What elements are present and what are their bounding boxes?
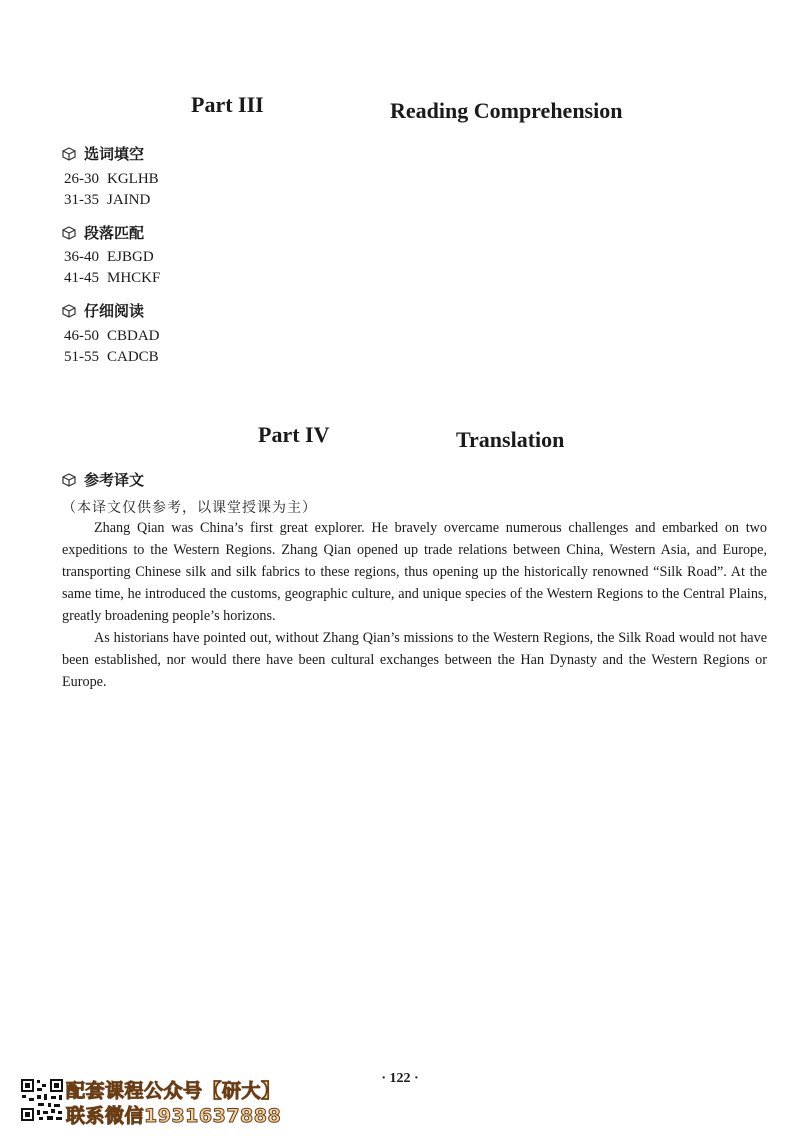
page-number: · 122 · — [381, 1071, 419, 1086]
answer-key: EJBGD — [107, 249, 154, 265]
answer-list-careful-reading — [64, 326, 160, 368]
answer-list-paragraph-matching — [64, 247, 160, 289]
translation-paragraph: As historians have pointed out, without Zhang Qian’s missions to the Western Regions, the Silk Road would not have been established, nor would there have been cultural exchanges between the Han Dynasty and the Western Regions or Europe. — [62, 630, 767, 690]
answer-row — [64, 247, 160, 268]
section-heading-word-bank — [62, 143, 144, 164]
part3-label: Part III — [191, 92, 264, 117]
cube-icon — [62, 473, 76, 487]
answer-range: 26-30 — [64, 171, 99, 187]
answer-key: CBDAD — [107, 328, 160, 344]
translation-paragraph: Zhang Qian was China’s first great explorer. He bravely overcame numerous challenges and embarked on two expeditions to the Western Regions. Zhang Qian opened up trade relations between China, Western Asia, and Europe, transporting Chinese silk and silk fabrics to these regions, thus opening up the historically renowned “Silk Road”. At the same time, he introduced the customs, geographic culture, and unique species of the Western Regions to the Central Plains, greatly broadening people’s horizons. — [62, 520, 767, 624]
answer-key: JAIND — [107, 192, 151, 208]
answer-range: 46-50 — [64, 328, 99, 344]
section-heading-paragraph-matching — [62, 222, 144, 243]
promo-line-1: 配套课程公众号【研大】 — [66, 1080, 281, 1102]
answer-row — [64, 326, 160, 347]
cube-icon — [62, 226, 76, 240]
cube-icon — [62, 147, 76, 161]
answer-row — [64, 347, 160, 368]
answer-row — [64, 268, 160, 289]
part4-label: Part IV — [258, 422, 330, 447]
answer-range: 41-45 — [64, 270, 99, 286]
translation-body — [62, 517, 767, 693]
section-heading-reference-translation — [62, 469, 144, 490]
answer-key: MHCKF — [107, 270, 161, 286]
answer-range: 36-40 — [64, 249, 99, 265]
translation-note: （本译文仅供参考，以课堂授课为主） — [62, 500, 317, 516]
section-heading-text: 参考译文 — [84, 471, 145, 489]
answer-list-word-bank — [64, 169, 159, 211]
part4-title: Translation — [456, 427, 565, 452]
answer-range: 51-55 — [64, 349, 99, 365]
qr-code — [20, 1078, 64, 1122]
answer-row — [64, 190, 159, 211]
section-heading-text: 段落匹配 — [84, 224, 145, 242]
section-heading-careful-reading — [62, 300, 144, 321]
cube-icon — [62, 304, 76, 318]
answer-row — [64, 169, 159, 190]
answer-key: CADCB — [107, 349, 159, 365]
part3-title: Reading Comprehension — [390, 98, 623, 123]
section-heading-text: 仔细阅读 — [84, 302, 145, 320]
answer-key: KGLHB — [107, 171, 159, 187]
promo-line-2: 联系微信1931637888 — [66, 1105, 282, 1127]
section-heading-text: 选词填空 — [84, 145, 145, 163]
answer-range: 31-35 — [64, 192, 99, 208]
